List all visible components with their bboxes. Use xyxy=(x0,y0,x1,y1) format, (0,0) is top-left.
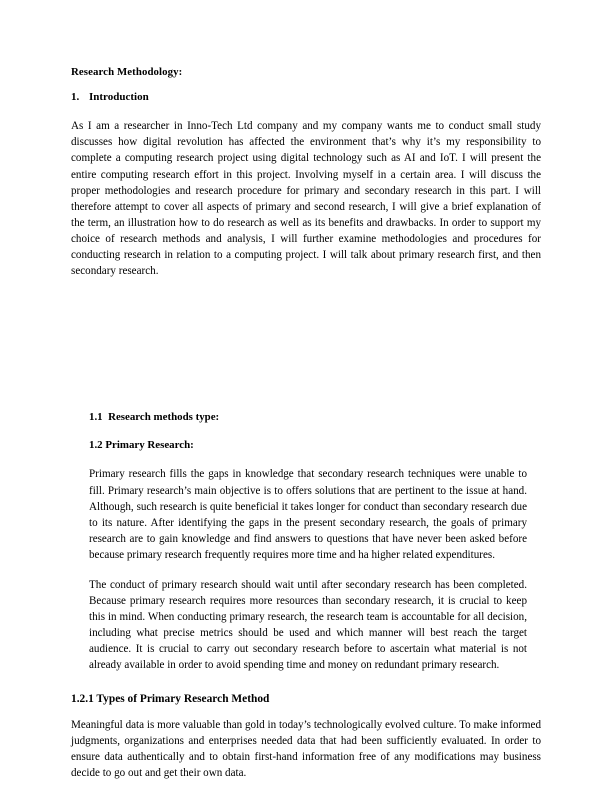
sub-heading-number: 1.1 xyxy=(89,411,103,424)
sub-heading-primary-research xyxy=(89,439,541,453)
vertical-spacer xyxy=(71,289,541,411)
document-content xyxy=(71,66,541,791)
primary-research-paragraph-1: Primary research fills the gaps in knowledge that secondary research techniques were unable to fill. Primary research’s main objective is to offers solutions that are pertinent to the issue at hand. Although, such research is quite beneficial it takes longer for conduct than secondary research due to its nature. After identifying the gaps in the present secondary research, the goals of primary research are to gain knowledge and find answers to questions that have never been asked before because primary research frequently requires more time and ha higher related expenditures. xyxy=(89,468,527,561)
document-title: Research Methodology: xyxy=(71,66,183,78)
introduction-paragraph: As I am a researcher in Inno-Tech Ltd company and my company wants me to conduct small study discusses how digital revolution has affected the environment that’s why it’s my responsibility to complete a computing research project using digital technology such as AI and IoT. I will present the entire computing research effort in this project. Involving myself in a certain area. I will discuss the proper methodologies and research procedure for primary and secondary research in this part. I will therefore attempt to cover all aspects of primary and second research, I will give a brief explanation of the term, an illustration how to do research as well as its benefits and drawbacks. In order to support my choice of research methods and analysis, I will further examine methodologies and procedures for conducting research in relation to a computing project. I will talk about primary research first, and then secondary research. xyxy=(71,120,541,278)
sub-heading-label: Research methods type: xyxy=(108,411,220,424)
list-item-label: Introduction xyxy=(89,91,149,104)
sub-heading-research-methods-type xyxy=(89,411,541,425)
sub-heading-label: Primary Research: xyxy=(105,438,194,451)
list-item-number: 1. xyxy=(71,91,80,104)
section-heading-types-of-primary-research-method: 1.2.1 Types of Primary Research Method xyxy=(71,692,270,705)
primary-research-paragraph-2: The conduct of primary research should wait until after secondary research has been completed. Because primary research requires more resources than secondary research, it is crucial to keep this in mind. When conducting primary research, the research team is accountable for all decision, including what precise metrics should be used and which manner will best reach the target audience. It is crucial to carry out secondary research before to ascertain what material is not already available in order to avoid spending time and money on redundant primary research. xyxy=(89,578,527,672)
types-of-primary-research-paragraph: Meaningful data is more valuable than gold in today’s technologically evolved culture. To make informed judgments, organizations and enterprises needed data that had been sufficiently evaluated. In order to ensure data authentically and to obtain first-hand information free of any modifications may business decide to go out and get their own data. xyxy=(71,718,541,780)
sub-heading-number: 1.2 xyxy=(89,438,103,451)
numbered-list-item-introduction xyxy=(71,91,541,105)
primary-research-block xyxy=(89,411,541,673)
